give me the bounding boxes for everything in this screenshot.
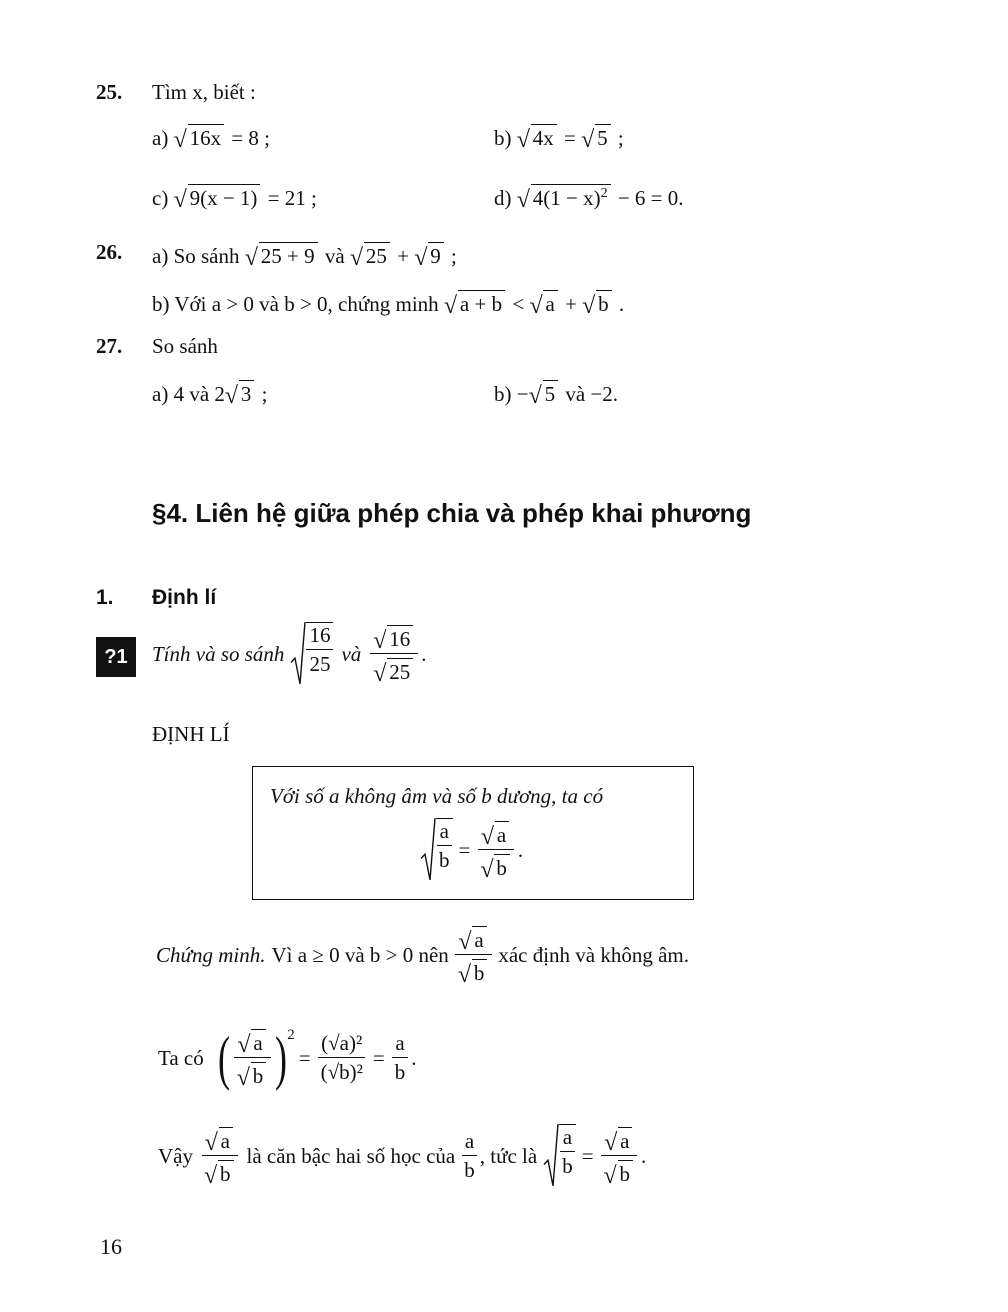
sqrt-expression: √ 5 xyxy=(529,380,559,405)
exercise-26a: a) So sánh √ 25 + 9 và √ 25 + √ 9 ; xyxy=(152,242,457,267)
sqrt-expression: √ 25 xyxy=(350,242,390,267)
subsection-number: 1. xyxy=(96,586,114,609)
exercise-27-prompt: So sánh xyxy=(152,334,218,358)
question-badge: ?1 xyxy=(96,637,136,677)
sqrt-expression: √ a + b xyxy=(444,290,505,315)
theorem-formula: $\frac{a}{b}$ = √ a √ b . xyxy=(420,818,523,882)
sqrt-expression: √ $4(1 - x)^2$ xyxy=(517,184,611,209)
sqrt-expression: √ a xyxy=(529,290,557,315)
page-number: 16 xyxy=(100,1234,122,1259)
fraction: √ 16 √ 25 xyxy=(370,625,418,683)
theorem-text: Với số a không âm và số b dương, ta có xyxy=(270,784,604,808)
exercise-25b: b) √ 4x = √ 5 ; xyxy=(494,124,624,149)
sqrt-expression: √ b xyxy=(582,290,612,315)
sqrt-expression: √ 16x xyxy=(174,124,225,149)
exercise-25c: c) √ 9(x − 1) = 21 ; xyxy=(152,184,317,209)
exercise-25-number: 25. xyxy=(96,80,123,104)
exercise-25d: d) √ $4(1 - x)^2 - 6 = 0$. xyxy=(494,184,684,209)
theorem-label: ĐỊNH LÍ xyxy=(152,722,230,746)
sqrt-expression: √ 25 + 9 xyxy=(245,242,318,267)
sqrt-expression: √ 3 xyxy=(225,380,255,405)
proof-line: Chứng minh. Vì a ≥ 0 và b > 0 nên √ a √ b xác định và không âm. xyxy=(156,926,689,984)
sqrt-expression: √ 4x xyxy=(517,124,557,149)
exercise-25-prompt: Tìm x, biết : xyxy=(152,80,256,104)
question-1: Tính và so sánh $\frac{16}{25}$ và √ 16 √ 25 . xyxy=(152,622,427,686)
sqrt-expression: √ 5 xyxy=(581,124,611,149)
sqrt-expression: √ 9 xyxy=(414,242,444,267)
exercise-26-number: 26. xyxy=(96,240,123,264)
sqrt-fraction: $\frac{16}{25}$ xyxy=(290,622,333,686)
exercise-27-number: 27. xyxy=(96,334,123,358)
exercise-25a: a) √ 16x = 8 ; xyxy=(152,124,270,149)
exercise-26b: b) Với a > 0 và b > 0, chứng minh √ a + b < √ a + √ b . xyxy=(152,290,624,315)
exercise-27a: a) 4 và 2√ 3 ; xyxy=(152,380,267,405)
exercise-27b: b) −√ 5 và −2. xyxy=(494,380,618,405)
ta-co-line: Ta có ( √ a √ b ) $^2$ = $\frac{\text{(√a)²}}{\text{(√b)²}}$ = $\frac{a}{b}$ . xyxy=(158,1028,416,1088)
conclusion-line: Vậy √ a √ b là căn bậc hai số học của $\frac{a}{b}$ , tức là $\frac{a}{b}$ = √ a √ b . xyxy=(158,1124,646,1188)
label-a: a) xyxy=(152,126,169,150)
section-title: §4. Liên hệ giữa phép chia và phép khai phương xyxy=(152,498,752,528)
sqrt-expression: √ 9(x − 1) xyxy=(174,184,261,209)
subsection-title: Định lí xyxy=(152,586,217,609)
